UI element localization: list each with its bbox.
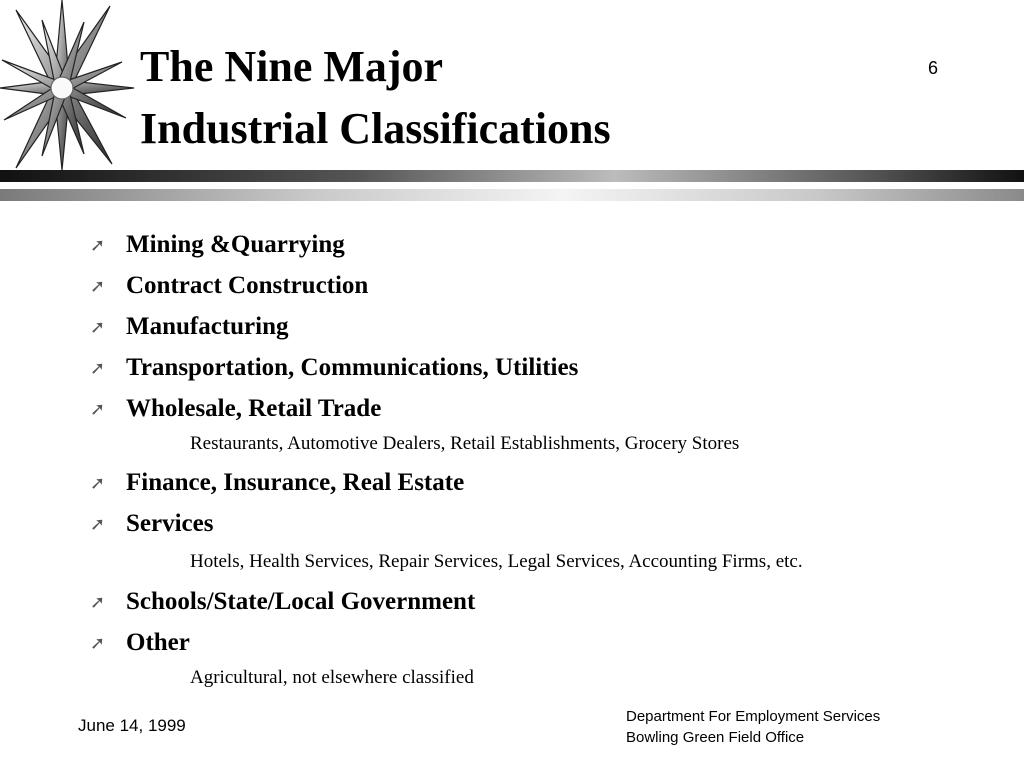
list-item-label: Wholesale, Retail Trade [126, 395, 382, 422]
list-item-label: Transportation, Communications, Utilities [126, 354, 579, 381]
arrow-up-right-icon: ➚ [90, 275, 106, 297]
list-item-transportation [90, 351, 578, 385]
list-item-sublabel: Restaurants, Automotive Dealers, Retail Establishments, Grocery Stores [190, 433, 740, 454]
compass-star-icon [0, 0, 135, 170]
footer-org-line2: Bowling Green Field Office [626, 729, 805, 746]
arrow-up-right-icon: ➚ [90, 513, 106, 535]
list-item-wholesale [90, 392, 381, 426]
footer-org-line1: Department For Employment Services [626, 708, 881, 725]
list-item-label: Schools/State/Local Government [126, 588, 476, 615]
list-item-label: Manufacturing [126, 313, 289, 340]
list-item-other [90, 626, 190, 660]
arrow-up-right-icon: ➚ [90, 472, 106, 494]
slide-title-line2: Industrial Classifications [140, 104, 611, 153]
list-item-mining [90, 228, 345, 262]
list-item-label: Contract Construction [126, 272, 369, 299]
header-divider-light [0, 189, 1024, 201]
arrow-up-right-icon: ➚ [90, 316, 106, 338]
arrow-up-right-icon: ➚ [90, 398, 106, 420]
arrow-up-right-icon: ➚ [90, 591, 106, 613]
page-number: 6 [928, 58, 939, 78]
slide-title [140, 36, 611, 160]
list-item-sublabel: Agricultural, not elsewhere classified [190, 667, 474, 688]
list-item-government [90, 585, 475, 619]
list-item-services [90, 507, 213, 541]
list-item-label: Mining &Quarrying [126, 231, 345, 258]
list-item-label: Services [126, 510, 214, 537]
header-divider-dark [0, 170, 1024, 182]
list-item-finance [90, 466, 464, 500]
footer-date: June 14, 1999 [78, 716, 186, 735]
arrow-up-right-icon: ➚ [90, 632, 106, 654]
arrow-up-right-icon: ➚ [90, 234, 106, 256]
list-item-construction [90, 269, 368, 303]
list-item-manufacturing [90, 310, 289, 344]
slide-title-line1: The Nine Major [140, 42, 444, 91]
list-item-label: Finance, Insurance, Real Estate [126, 469, 465, 496]
list-item-sublabel: Hotels, Health Services, Repair Services, Legal Services, Accounting Firms, etc. [190, 551, 803, 572]
footer-organization [626, 706, 880, 748]
arrow-up-right-icon: ➚ [90, 357, 106, 379]
list-item-label: Other [126, 629, 190, 656]
